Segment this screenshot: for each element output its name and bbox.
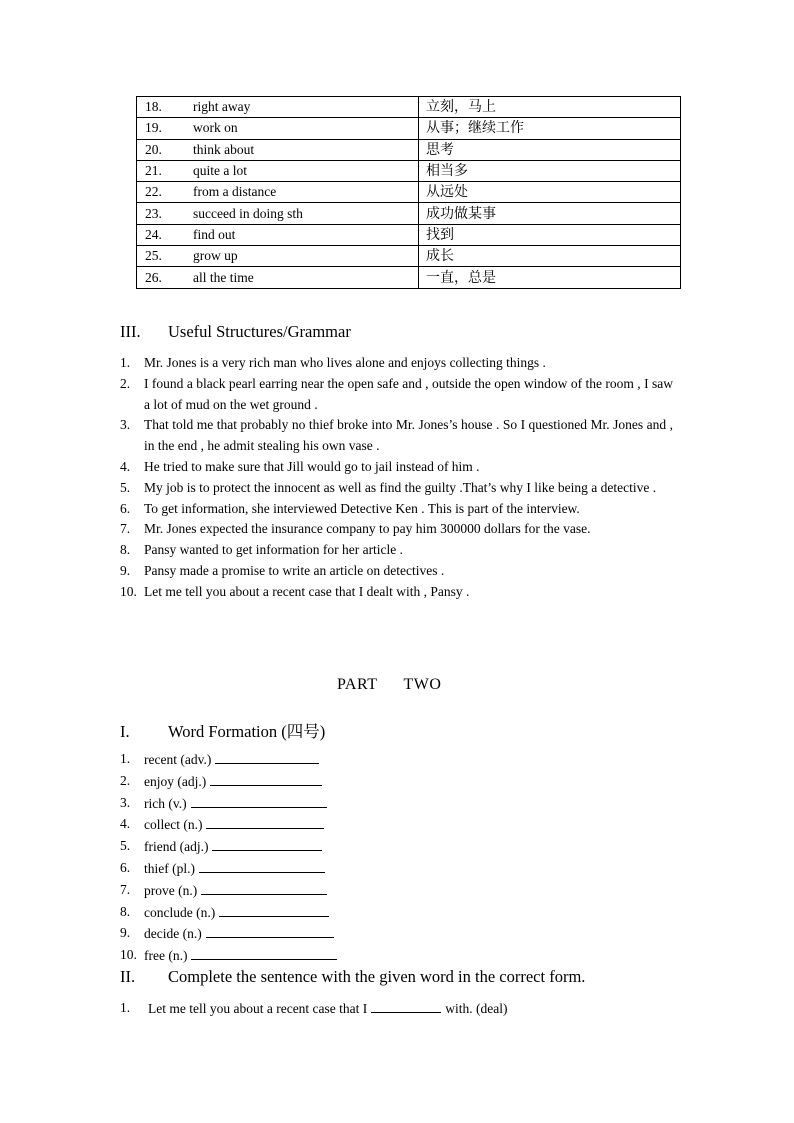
section-numeral: I.	[120, 722, 130, 741]
item-text: decide (n.)	[144, 926, 202, 942]
item-number: 8.	[120, 903, 131, 919]
item-text: thief (pl.)	[144, 860, 195, 876]
table-row	[137, 182, 681, 203]
list-item	[120, 902, 380, 924]
item-number: 10.	[120, 947, 137, 963]
list-item	[120, 415, 673, 457]
item-number: 3.	[120, 794, 131, 810]
vocabulary-table	[136, 96, 681, 289]
item-number: 4.	[120, 458, 131, 474]
item-text: prove (n.)	[144, 882, 198, 898]
phrase-english: grow up	[193, 248, 238, 264]
part-title	[337, 676, 441, 694]
section-title: Useful Structures/Grammar	[168, 322, 351, 341]
section-numeral: II.	[120, 967, 136, 986]
row-number: 21.	[145, 163, 162, 179]
item-number: 10.	[120, 583, 137, 599]
section-heading-structures	[120, 322, 351, 342]
item-number: 9.	[120, 562, 131, 578]
table-row	[137, 118, 681, 139]
table-row	[137, 139, 681, 160]
item-number: 4.	[120, 816, 131, 832]
answer-blank[interactable]	[201, 880, 327, 895]
list-item	[120, 836, 380, 858]
list-item	[120, 499, 673, 520]
item-number: 2.	[120, 772, 131, 788]
word-formation-list	[120, 749, 380, 967]
item-text: recent (adv.)	[144, 752, 212, 767]
list-item	[120, 374, 673, 416]
item-number: 1.	[120, 355, 131, 370]
phrase-chinese: 成长	[419, 246, 681, 267]
list-item	[120, 561, 673, 582]
section-title: Complete the sentence with the given word in the correct form.	[168, 967, 586, 986]
item-text-after: with. (deal)	[445, 1001, 508, 1016]
answer-blank[interactable]	[219, 902, 329, 917]
item-number: 6.	[120, 859, 131, 875]
list-item	[120, 923, 380, 945]
item-text: conclude (n.)	[144, 904, 216, 920]
row-number: 18.	[145, 99, 162, 115]
phrase-english: succeed in doing sth	[193, 205, 303, 221]
complete-sentence-list	[120, 998, 673, 1020]
phrase-english: find out	[193, 226, 236, 242]
section-heading-word-formation	[120, 718, 325, 742]
list-item	[120, 457, 673, 478]
item-text: He tried to make sure that Jill would go to jail instead of him .	[144, 458, 480, 474]
table-row	[137, 160, 681, 181]
section-numeral: III.	[120, 322, 141, 341]
list-item	[120, 945, 380, 967]
list-item	[120, 478, 673, 499]
item-text: I found a black pearl earring near the open safe and , outside the open window of the room , I saw a lot of mud on the wet ground .	[144, 375, 673, 412]
phrase-chinese: 一直，总是	[419, 267, 681, 288]
item-number: 3.	[120, 417, 131, 433]
list-item	[120, 519, 673, 540]
answer-blank[interactable]	[199, 858, 325, 873]
list-item	[120, 771, 380, 793]
list-item	[120, 880, 380, 902]
list-item	[120, 858, 380, 880]
item-text: That told me that probably no thief broke into Mr. Jones’s house . So I questioned Mr. Jones and , in the end , he admit stealing his own vase .	[144, 417, 673, 454]
item-number: 1.	[120, 1000, 131, 1015]
phrase-chinese: 相当多	[419, 160, 681, 181]
item-number: 7.	[120, 881, 131, 897]
table-row	[137, 97, 681, 118]
list-item	[120, 540, 673, 561]
phrase-chinese: 从远处	[419, 182, 681, 203]
item-number: 7.	[120, 521, 131, 537]
list-item	[120, 582, 673, 603]
phrase-english: quite a lot	[193, 163, 247, 179]
item-number: 9.	[120, 925, 131, 941]
phrase-chinese: 找到	[419, 224, 681, 245]
answer-blank[interactable]	[212, 836, 322, 851]
answer-blank[interactable]	[215, 749, 319, 764]
item-number: 6.	[120, 500, 131, 516]
table-row	[137, 246, 681, 267]
phrase-english: think about	[193, 141, 255, 157]
item-text: collect (n.)	[144, 817, 203, 833]
item-text: enjoy (adj.)	[144, 773, 207, 789]
table-row	[137, 224, 681, 245]
item-number: 1.	[120, 751, 131, 766]
item-text: Mr. Jones expected the insurance company to pay him 300000 dollars for the vase.	[144, 521, 591, 537]
item-text: Pansy made a promise to write an article on detectives .	[144, 562, 445, 578]
item-number: 8.	[120, 542, 131, 558]
table-row	[137, 267, 681, 288]
row-number: 22.	[145, 184, 162, 200]
phrase-chinese: 成功做某事	[419, 203, 681, 224]
row-number: 19.	[145, 120, 162, 136]
table-row	[137, 203, 681, 224]
list-item	[120, 998, 673, 1020]
structures-list	[120, 353, 673, 603]
section-title: Word Formation (四号)	[168, 722, 326, 741]
answer-blank[interactable]	[206, 923, 334, 938]
phrase-english: work on	[193, 120, 238, 136]
answer-blank[interactable]	[371, 998, 441, 1013]
list-item	[120, 749, 380, 771]
item-text: Let me tell you about a recent case that I dealt with , Pansy .	[144, 583, 470, 599]
row-number: 25.	[145, 248, 162, 264]
item-text: My job is to protect the innocent as well as find the guilty .That’s why I like being a detective .	[144, 479, 657, 495]
item-text: Pansy wanted to get information for her article .	[144, 542, 404, 558]
phrase-english: from a distance	[193, 184, 277, 200]
list-item	[120, 814, 380, 836]
answer-blank[interactable]	[210, 771, 322, 786]
answer-blank[interactable]	[206, 814, 324, 829]
item-text: free (n.)	[144, 948, 188, 964]
part-number-word: TWO	[403, 676, 442, 693]
row-number: 23.	[145, 205, 162, 221]
phrase-chinese: 立刻，马上	[419, 97, 681, 118]
item-text: rich (v.)	[144, 795, 187, 811]
item-text: friend (adj.)	[144, 839, 209, 855]
item-text: Mr. Jones is a very rich man who lives alone and enjoys collecting things .	[144, 355, 546, 370]
phrase-chinese: 从事；继续工作	[419, 118, 681, 139]
answer-blank[interactable]	[191, 793, 327, 808]
row-number: 24.	[145, 226, 162, 242]
item-text: To get information, she interviewed Detective Ken . This is part of the interview.	[144, 500, 580, 516]
phrase-english: all the time	[193, 269, 254, 285]
phrase-chinese: 思考	[419, 139, 681, 160]
answer-blank[interactable]	[191, 945, 337, 960]
list-item	[120, 353, 673, 374]
item-number: 5.	[120, 838, 131, 854]
item-number: 2.	[120, 375, 131, 391]
row-number: 20.	[145, 141, 162, 157]
item-number: 5.	[120, 479, 131, 495]
row-number: 26.	[145, 269, 162, 285]
section-heading-complete-sentence	[120, 967, 585, 987]
item-text-before: Let me tell you about a recent case that I	[148, 1001, 368, 1016]
list-item	[120, 793, 380, 815]
phrase-english: right away	[193, 99, 251, 115]
part-word: PART	[337, 676, 378, 693]
